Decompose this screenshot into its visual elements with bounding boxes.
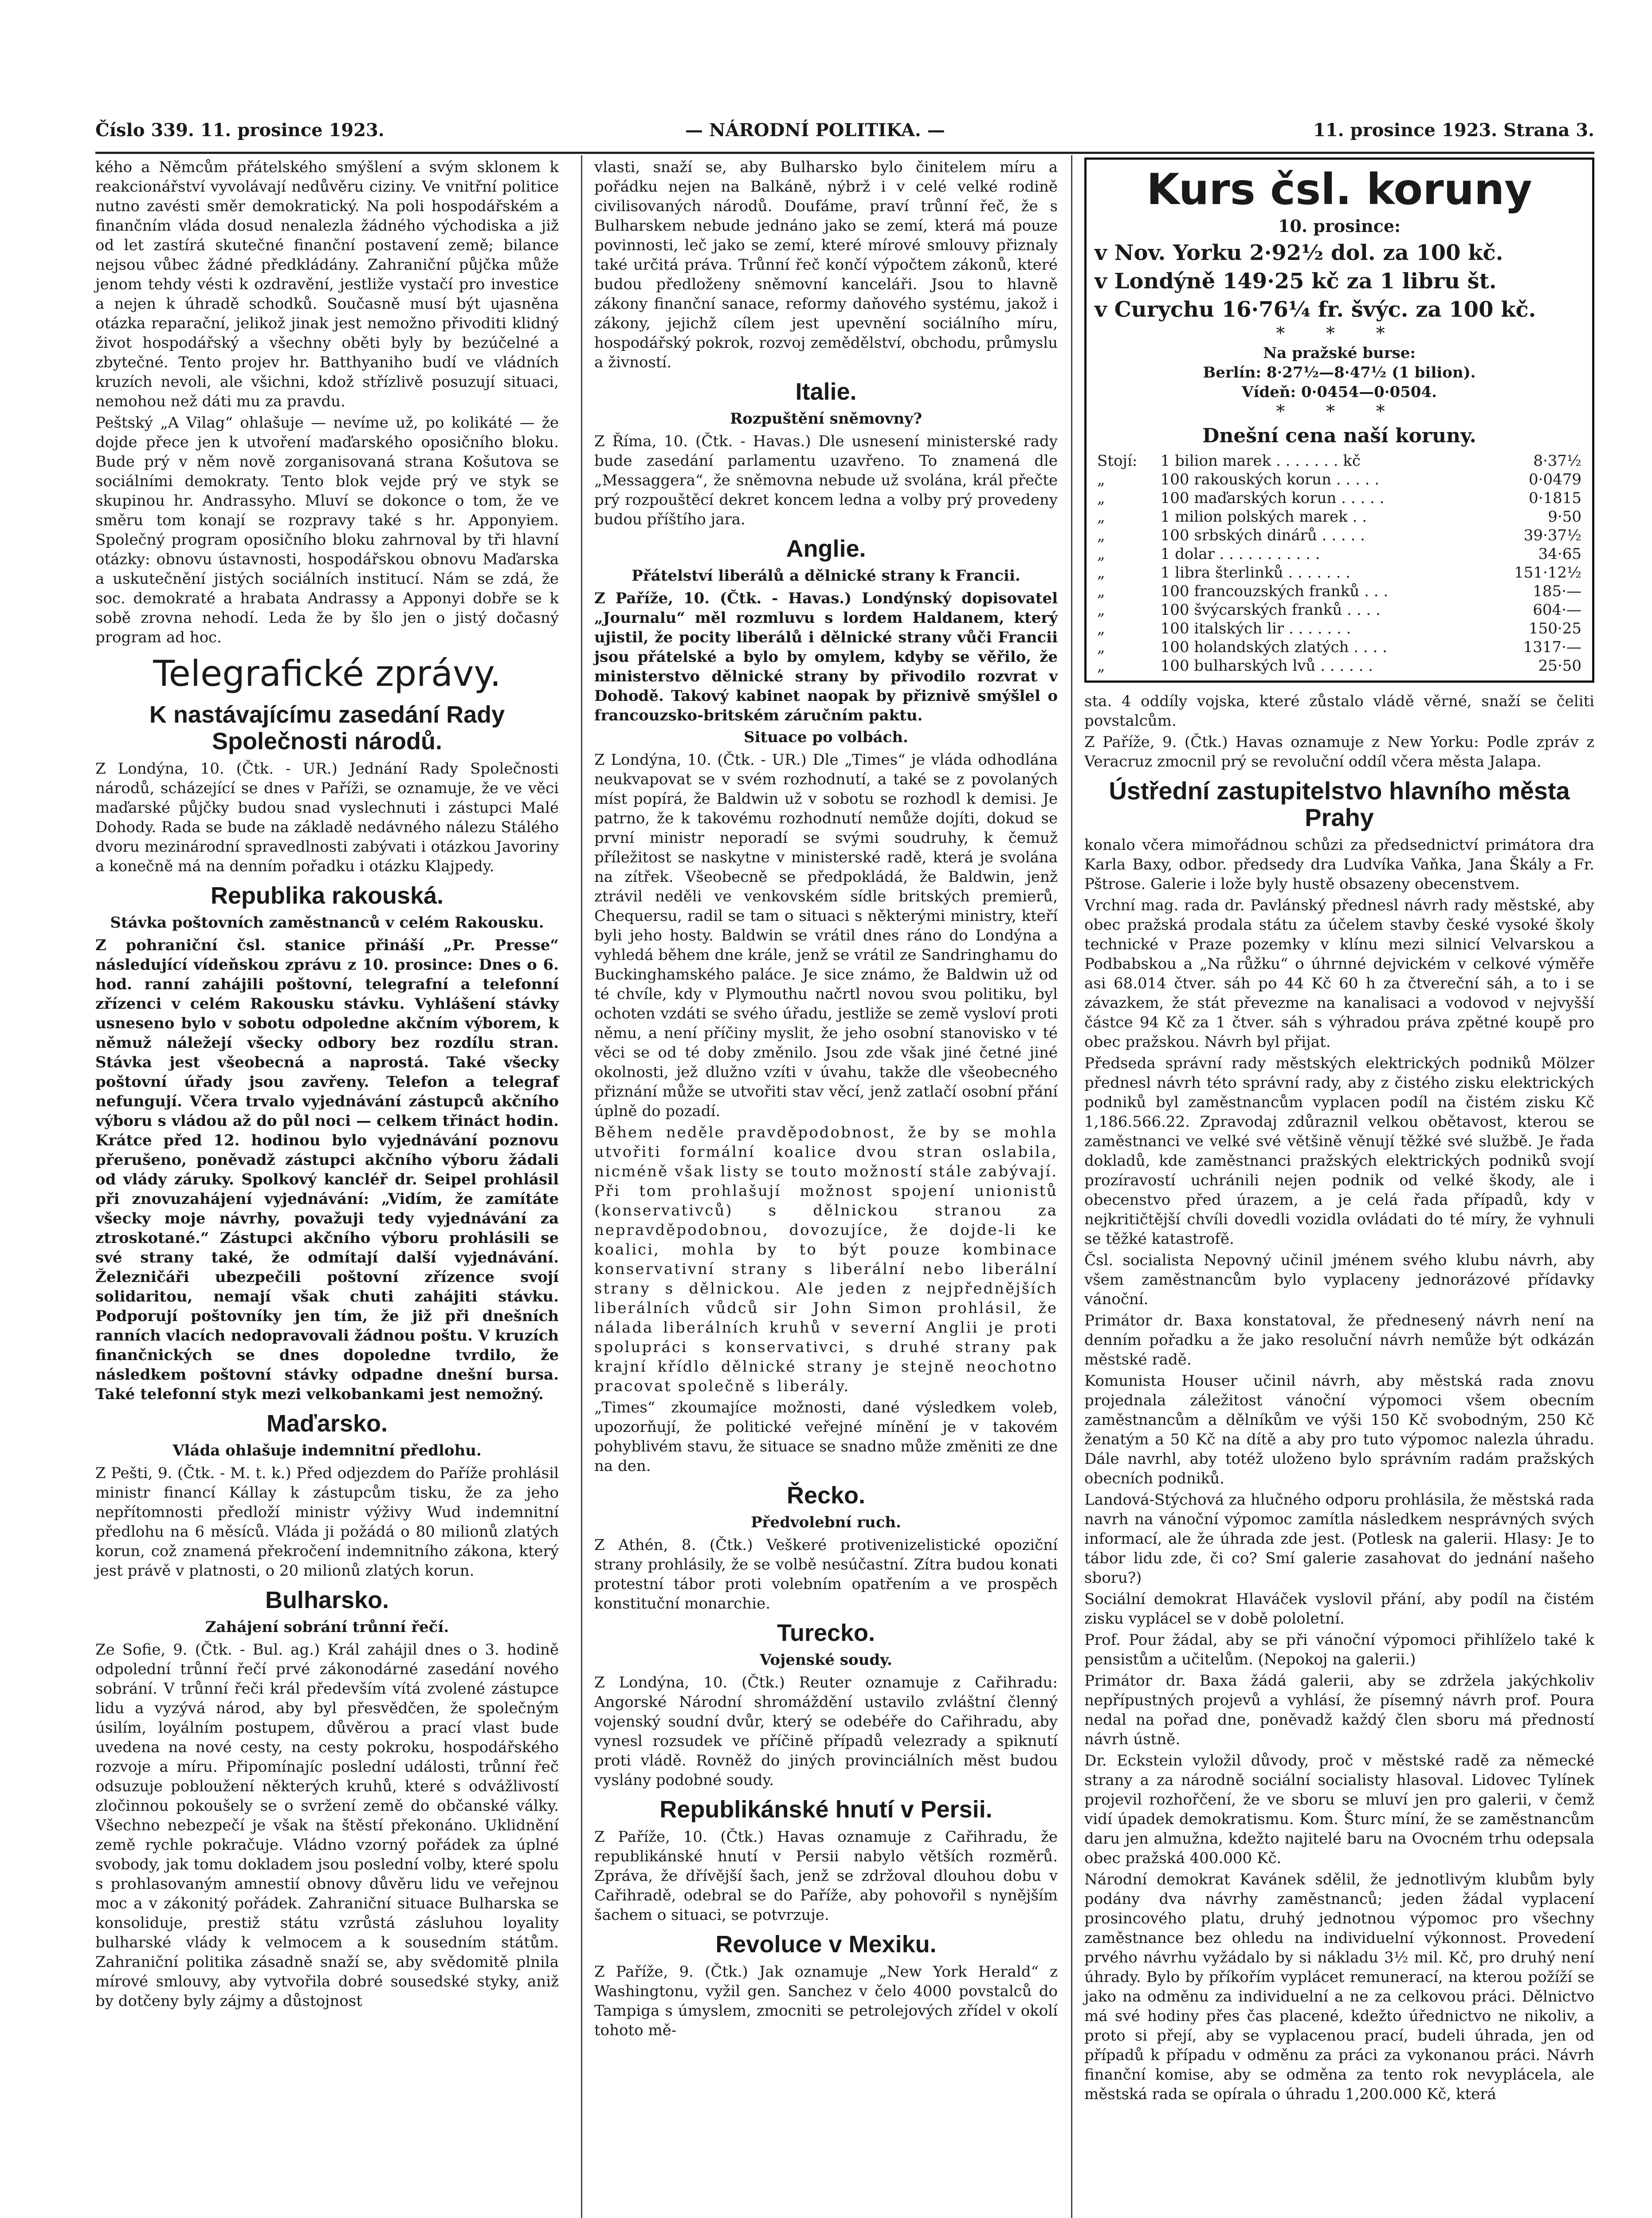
rate-currency: 100 rakouských korun . . . . .	[1160, 471, 1380, 488]
article-headline: Republika rakouská.	[210, 882, 444, 909]
rate-label: „	[1097, 564, 1105, 582]
rate-label: „	[1097, 471, 1105, 488]
rate-currency: 100 italských lir . . . . . . .	[1160, 620, 1351, 637]
rate-currency: 100 francouzských franků . . .	[1160, 582, 1389, 600]
column-2	[594, 157, 1058, 2042]
rate-row	[1095, 619, 1584, 638]
article-text: Během neděle pravděpodobnost, že by se mohla utvořiti formální koalice dvou stran oslabila, nicméně však listy se touto možností stále zabývají. Při tom prohlašují možnost spojení unionistů (konservativců) s dělnickou stranou za nepravděpodobnou, dovozujíce, že dojde-li ke koalici, mohla by to být pouze kombinace konservativní strany s liberální nebo liberální strany s dělnickou. Ale jeden z nejpřednějších liberálních vůdců sir John Simon prohlásil, že nálada liberálních kruhů v severní Anglii je proti spolupráci s konservativci, s druhé strany pak krajní křídlo dělnické strany je stejně neochotno pracovat společně s liberály.	[594, 1124, 1058, 1395]
article-subheadline: Zahájení sobrání trůnní řečí.	[205, 1618, 449, 1636]
rate-value: 151·12½	[1514, 564, 1581, 582]
article-text: Dr. Eckstein vyložil důvody, proč v městské radě za německé strany a za národně sociální socialisty hlasoval. Lidovec Tylínek projevil rozhořčení, že ve sboru se mluví jen pro galerii, v čemž vidí úpadek demokratismu. Kom. Šturc míní, že se zaměstnancům daru jen almužna, kdežto najitelé baru na Ovocném trhu odepsala obec pražská 400.000 Kč.	[1084, 1752, 1594, 1867]
rate-new-york: v Nov. Yorku 2·92½ dol. za 100 kč.	[1095, 240, 1503, 265]
rate-value: 604·—	[1533, 601, 1581, 619]
rate-value: 0·1815	[1529, 489, 1581, 507]
article-text: Z Paříže, 10. (Čtk.) Havas oznamuje z Cařihradu, že republikánské hnutí v Persii nabylo větších rozměrů. Zpráva, že dřívější šach, jenž se zdržoval dlouhou dobu v Cařihradě, odebral se do Paříže, aby pohovořil s nynějším šachem o situaci, se potvrzuje.	[594, 1828, 1058, 1924]
article-text: Landová-Stýchová za hlučného odporu prohlásila, že městská rada navrh na vánoční výpomoc zamítla následkem nesprávných svých informací, ale že úhrada zde jest. (Potlesk na galerii. Hlasy: Je to tábor lidu zde, či co? Smí galerie zasahovat do jednání našeho sboru?)	[1084, 1491, 1594, 1587]
rate-row	[1095, 601, 1584, 619]
rate-currency: 100 maďarských korun . . . . .	[1160, 489, 1385, 507]
article-text: Primátor dr. Baxa konstatoval, že přednesený návrh není na denním pořadku a že jako resoluční návrh nemůže být odkázán městské radě.	[1084, 1312, 1594, 1369]
article-text: Z Londýna, 10. (Čtk. - UR.) Dle „Times“ je vláda odhodlána neukvapovat se v svém rozhodnutí, a také se z povolaných míst popírá, že Baldwin už v sobotu se rozhodl k demisi. Je patrno, že k takovému rozhodnutí nemůže dojíti, dokud se první ministr neporadí se svými soudruhy, k čemuž příležitost se naskytne v ministerské radě, která je svolána na zítřek. Všeobecně se předpokládá, že Baldwin, jenž ztrávil neděli ve venkovském sídle britských premierů, Chequersu, radil se tam o situaci s některými ministry, kteří byli jeho hosty. Baldwin se vrátil dnes ráno do Londýna a vyhledá během dne krále, jenž se vrátil ze Sandringhamu do Buckinghamského paláce. Je sice známo, že Baldwin už od té chvíle, kdy v Plymouthu načrtl novou svou politiku, byl ochoten vzdáti se svého úřadu, jestliže se země vysloví proti němu, a není příčiny myslit, že jeho osobní stanovisko v té věci se od té doby změnilo. Jsou zde však jiné četné jiné okolnosti, jež dlužno vzíti v úvahu, takže dle všeobecného přiznání může se utvořiti stav věcí, jenž zatlačí osobní přání úplně do pozadí.	[594, 751, 1058, 1120]
column-3	[1084, 157, 1594, 2106]
article-text: Sociální demokrat Hlaváček vyslovil přání, aby podíl na čistém zisku vyplácel se v době pololetní.	[1084, 1590, 1594, 1628]
article-text: Vrchní mag. rada dr. Pavlánský přednesl návrh rady městské, aby obec pražská prodala státu za účelem stavby české vysoké školy technické v Praze pozemky v klínu mezi silnicí Velvarskou a Podbabskou a „Na růžku“ o úhrnné dejvickém v celkové výměře asi 68.014 čtver. sáh po 44 Kč 60 h za čtvereční sáh, a to i se závazkem, že stát převezme na kanalisaci a vodovod v nejvyšší částce 94 Kč za 1 čtver. sáh s výhradou práva zpětné koupě pro obec pražskou. Návrh byl přijat.	[1084, 897, 1594, 1051]
article-text: kého a Němcům přátelského smýšlení a svým sklonem k reakcionářství vyvolávají nedůvěru ciziny. Ve vnitřní politice nutno zavésti směr demokratický. Na poli hospodářském a finančním vláda dosud nenalezla žádného východiska a již od let zastírá skutečné finanční postavení země; bilance nejsou vůbec žádné předkládány. Zahraniční půjčka může jenom tehdy vésti k ozdravění, jestliže vystačí pro investice a nejen k úhradě schodků. Současně musí být ujasněna otázka reparační, jelikož jinak jest nemožno přivoditi klidný život hospodářský a všechny oběti byly by bezúčelné a zbytečné. Tento projev hr. Batthyaniho budí ve vládních kruzích nevoli, ale všichni, kdož střízlivě posuzují situaci, nemohou než dáti mu za pravdu.	[95, 158, 559, 410]
rate-row	[1095, 638, 1584, 657]
article-text: Předseda správní rady městských elektrických podniků Mölzer přednesl návrh této správní rady, aby z čistého zisku elektrických podniků byl zaměstnancům vyplacen podíl na čistém zisku Kč 1,186.566.22. Zpravodaj zdůraznil velkou obětavost, kterou se zaměstnanci ve velké své většině věnují těžké své službě. Je řada dokladů, kde zaměstnanci pražských elektrických podniků svojí prozíravostí uchránili nejen podnik od velké škody, ale i obecenstvo před úrazem, a je celá řada případů, kdy v nejkritičtější chvíli dovedli vozidla ovládati do té míry, že vyhnuli se těžké katastrofě.	[1084, 1054, 1594, 1248]
rate-row	[1095, 489, 1584, 507]
rate-currency: 100 srbských dinárů . . . . .	[1160, 527, 1365, 544]
rate-row	[1095, 507, 1584, 526]
currency-title: Kurs čsl. koruny	[1146, 165, 1532, 214]
rate-label: „	[1097, 508, 1105, 526]
article-subheadline: Stávka poštovních zaměstnanců v celém Rakousku.	[110, 914, 544, 932]
article-headline: Turecko.	[777, 1620, 875, 1646]
separator-stars: * * *	[1276, 323, 1403, 344]
rate-label: „	[1097, 545, 1105, 563]
masthead-title: — NÁRODNÍ POLITIKA. —	[685, 120, 945, 141]
article-text: „Times“ zkoumajíce možnosti, dané výsledkem voleb, upozorňují, že politické veřejné mínění je v takovém pohyblivém stavu, že situace se snadno může změniti ze dne na den.	[594, 1399, 1058, 1475]
column-1	[95, 157, 559, 2013]
rate-row	[1095, 545, 1584, 563]
rate-label: „	[1097, 620, 1105, 637]
rate-row	[1095, 452, 1584, 470]
currency-date: 10. prosince:	[1278, 216, 1401, 236]
header-rule	[95, 152, 1594, 154]
article-text: Z pohraniční čsl. stanice přináší „Pr. Presse“ následující vídeňskou zprávu z 10. prosince: Dnes o 6. hod. ranní zahájili poštovní, telegrafní a telefonní zřízenci v celém Rakousku stávku. Vyhlášení stávky usneseno bylo v sobotu odpoledne akčním výborem, k němuž náležejí všecky odbory bez rozdílu stran. Stávka jest všeobecná a naprostá. Také všecky poštovní úřady jsou zavřeny. Telefon a telegraf nefungují. Včera trvalo vyjednávání zástupců akčního výboru s vládou až do půl noci — celkem třináct hodin. Krátce před 12. hodinou bylo vyjednávání poznovu přerušeno, poněvadž zástupci akčního výboru žádali od vlády záruky. Spolkový kancléř dr. Seipel prohlásil při znovuzahájení vyjednávání: „Vidím, že zamítáte všecky moje návrhy, považuji tedy vyjednávání za ztroskotané.“ Zástupci akčního výboru prohlásili se své strany také, že odmítají další vyjednávání. Železničáři ubezpečili poštovní zřízence svojí solidaritou, nemají však chuti zahájiti stávku. Podporují poštovníky jen tím, že již při dnešních ranních vlacích nedopravovali žádnou poštu. V kruzích finančnických se dnes dopoledne tvrdilo, že následkem poštovní stávky odpadne dnešní bursa. Také telefonní styk mezi velkobankami jest nemožný.	[95, 936, 559, 1403]
masthead	[95, 120, 1594, 146]
rate-label: Stojí:	[1097, 452, 1138, 470]
rate-value: 185·—	[1533, 582, 1581, 600]
article-headline: Republikánské hnutí v Persii.	[659, 1796, 993, 1823]
article-subheadline: Vojenské soudy.	[760, 1651, 892, 1669]
rate-currency: 1 libra šterlinků . . . . . . .	[1160, 564, 1350, 582]
section-heading: Telegrafické zprávy.	[153, 653, 501, 694]
rate-currency: 100 holandských zlatých . . . .	[1160, 638, 1387, 656]
article-text: vlasti, snaží se, aby Bulharsko bylo činitelem míru a pořádku nejen na Balkáně, nýbrž i v celé velké rodině civilisovaných národů. Doufáme, praví trůnní řeč, že s Bulharskem nebude jednáno jako se zemí, která má pouze povinnosti, leč jako se zemí, které mírové smlouvy přiznaly také určitá práva. Trůnní řeč končí výpočtem zákonů, které budou předloženy sněmovní kanceláři. Jsou to hlavně zákony finanční sanace, reformy daňového systému, jakož i zákony, jejichž cílem jest upevnění sociálního míru, hospodářský pokrok, rozvoj zemědělství, obchodu, průmyslu a živností.	[594, 158, 1058, 371]
rate-row	[1095, 657, 1584, 675]
rate-value: 39·37½	[1523, 527, 1581, 544]
article-text: Primátor dr. Baxa žádá galerii, aby se zdržela jakýchkoliv nepřípustných projevů a vyhlásí, že písemný návrh prof. Poura nedal na pořad dne, poněvadž každý člen sboru má předností návrh ústně.	[1084, 1672, 1594, 1748]
rate-currency: 100 bulharských lvů . . . . . .	[1160, 657, 1373, 675]
rate-london: v Londýně 149·25 kč za 1 libru št.	[1095, 269, 1497, 294]
article-text: Z Pešti, 9. (Čtk. - M. t. k.) Před odjezdem do Paříže prohlásil ministr financí Kállay k zástupcům tisku, že za jeho nepřítomnosti předloží ministr výživy Wud indemnitní předlohu na 6 měsíců. Vláda ji požádá o 80 milionů zlatých korun, což znamená překročení indemnitního zákona, který jest právě v platnosti, o 20 milionů zlatých korun.	[95, 1464, 559, 1580]
rate-row	[1095, 563, 1584, 582]
rate-label: „	[1097, 582, 1105, 600]
crown-price-heading: Dnešní cena naší koruny.	[1202, 425, 1476, 447]
article-text: Peštský „A Vilag“ ohlašuje — nevíme už, po kolikáté — že dojde přece jen k utvoření maďarského oposičního bloku. Bude prý v něm nově zorganisovaná strana Košutova se sociálními demokraty. Tento blok vejde prý ve styk se skupinou hr. Andrassyho. Mluví se dokonce o tom, že ve směru tom konají se rozpravy také s hr. Apponyiem. Společný program oposičního bloku zahrnoval by tři hlavní otázky: obnovu ústavnosti, hospodářskou obnovu Maďarska a uskutečnění jistých sociálních institucí. Nám se zdá, že soc. demokraté a hrabata Andrassy a Apponyi dobře se k sobě zrovna nehodí. Leda že by šlo jen o jistý dočasný program ad hoc.	[95, 414, 559, 646]
rate-value: 0·0479	[1529, 471, 1581, 488]
article-headline: Ústřední zastupitelstvo hlavního města Prahy	[1109, 777, 1570, 831]
article-headline: K nastávajícímu zasedání Rady Společnosti národů.	[149, 701, 505, 755]
rate-label: „	[1097, 638, 1105, 656]
prague-bourse-label: Na pražské burse:	[1263, 344, 1416, 362]
article-headline: Italie.	[795, 378, 857, 405]
masthead-issue: Číslo 339. 11. prosince 1923.	[95, 120, 385, 141]
rate-row	[1095, 582, 1584, 601]
rate-berlin: Berlín: 8·27½—8·47½ (1 bilion).	[1203, 364, 1476, 381]
article-text: Z Paříže, 9. (Čtk.) Havas oznamuje z New Yorku: Podle zpráv z Veracruz zmocnil prý se revoluční oddíl včera města Jalapa.	[1084, 733, 1594, 771]
article-headline: Anglie.	[786, 535, 866, 562]
separator-stars: * * *	[1276, 401, 1403, 422]
rate-label: „	[1097, 527, 1105, 544]
article-text: Z Londýna, 10. (Čtk.) Reuter oznamuje z Cařihradu: Angorské Národní shromáždění ustavilo zvláštní členný vojenský soudní dvůr, který se odebéře do Cařihradu, aby vynesl rozsudek ve příčině případů velezrady a spiknutí proti vládě. Rovněž do jiných provinciálních měst budou vyslány podobné soudy.	[594, 1674, 1058, 1789]
rate-value: 8·37½	[1533, 452, 1581, 470]
masthead-page: 11. prosince 1923. Strana 3.	[1313, 120, 1594, 141]
article-text: Čsl. socialista Nepovný učinil jménem svého klubu návrh, aby všem zaměstnancům bylo vyplaceny jednorázové přídavky vánoční.	[1084, 1251, 1594, 1308]
column-divider	[1071, 155, 1072, 2218]
article-subheadline: Situace po volbách.	[744, 728, 908, 746]
rate-value: 25·50	[1538, 657, 1581, 675]
article-text: Z Paříže, 10. (Čtk. - Havas.) Londýnský dopisovatel „Journalu“ měl rozmluvu s lordem Haldanem, který ujistil, že pocity liberálů i dělnické strany vůči Francii jsou přátelské a bylo by omylem, kdyby se věřilo, že ministerstvo dělnické strany by přivodilo rozvrat v Dohodě. Takový kabinet naopak by přiznivě smýšlel o francouzsko-britském záručním paktu.	[594, 590, 1058, 724]
article-text: Komunista Houser učinil návrh, aby městská rada znovu projednala záležitost vánoční výpomoci všem obecním zaměstnancům a dělníkům ve výši 150 Kč svobodným, 250 Kč ženatým a 50 Kč na dítě a aby pro tuto výpomoc nalezla úhradu. Dále navrhl, aby totéž uloženo bylo správním radám pražských obecních podniků.	[1084, 1372, 1594, 1487]
rate-currency: 1 bilion marek . . . . . . . kč	[1160, 452, 1361, 470]
rate-zurich: v Curychu 16·76¼ fr. švýc. za 100 kč.	[1095, 297, 1536, 322]
article-text: Ze Sofie, 9. (Čtk. - Bul. ag.) Král zahájil dnes o 3. hodině odpolední trůnní řečí prvé zákonodárné zasedání nového sobrání. V trůnní řeči král především vítá zvolené zástupce lidu a vyzývá národ, aby byl přesvědčen, že společným úsilím, loyálním postupem, důvěrou a prací vlast bude uvedena na nové cesty, na cesty pokroku, hospodářského rozvoje a míru. Připomínajíc poslední události, trůnní řeč odsuzuje pobloužení některých kruhů, které s odvážlivostí zločinnou pokoušely se o svržení země do občanské války. Všechno nebezpečí je však na štěstí překonáno. Uklidnění země rychle pokračuje. Vládno vzorný pořádek za úplné svobody, jak tomu dokladem jsou poslední volby, které spolu s prohlasovaným amnestií obnovy důvěru lidu ve veřejnou moc a v zákonitý pořádek. Zahraniční situace Bulharska se konsoliduje, prestiž státu vzrůstá zásluhou loyality bulharské vlády k velmocem a k sousedním státům. Zahraniční politika zásadně snaží se, aby svědomitě plnila mírové smlouvy, aby vytvořila dobré sousedské styky, aniž by dotčeny byly zájmy a důstojnost	[95, 1641, 559, 2010]
article-headline: Bulharsko.	[265, 1587, 389, 1613]
rate-label: „	[1097, 489, 1105, 507]
rate-value: 34·65	[1538, 545, 1581, 563]
rate-currency: 1 dolar . . . . . . . . . . .	[1160, 545, 1320, 563]
rate-row	[1095, 470, 1584, 489]
currency-box	[1084, 157, 1594, 683]
rate-currency: 1 milion polských marek . .	[1160, 508, 1367, 526]
article-headline: Maďarsko.	[267, 1410, 388, 1437]
rate-label: „	[1097, 657, 1105, 675]
rate-value: 1317·—	[1523, 638, 1581, 656]
rate-vienna: Vídeň: 0·0454—0·0504.	[1242, 383, 1437, 401]
article-subheadline: Rozpuštění sněmovny?	[730, 410, 922, 428]
article-headline: Revoluce v Mexiku.	[715, 1931, 937, 1958]
column-divider	[581, 155, 582, 2218]
article-text: sta. 4 oddíly vojska, které zůstalo vládě věrné, snaží se čeliti povstalcům.	[1084, 692, 1594, 730]
article-text: Z Paříže, 9. (Čtk.) Jak oznamuje „New York Herald“ z Washingtonu, vyžil gen. Sanchez v čelo 4000 povstalců do Tampiga s úmyslem, zmocniti se petrolejových zřídel v okolí tohoto mě-	[594, 1963, 1058, 2039]
rate-value: 150·25	[1529, 620, 1581, 637]
article-text: Z Athén, 8. (Čtk.) Veškeré protivenizelistické opoziční strany prohlásily, že se volbě nesúčastní. Zítra budou konati protestní tábor proti volebním opatřením a ve prospěch konstituční monarchie.	[594, 1536, 1058, 1612]
rate-row	[1095, 526, 1584, 545]
article-headline: Řecko.	[786, 1482, 866, 1509]
article-subheadline: Vláda ohlašuje indemnitní předlohu.	[173, 1442, 482, 1459]
article-text: konalo včera mimořádnou schůzi za předsednictví primátora dra Karla Baxy, odbor. předsedy dra Ludvíka Vaňka, Jana Škály a Fr. Pštrose. Galerie i lože byly hustě obsazeny obecenstvem.	[1084, 836, 1594, 893]
rate-currency: 100 švýcarských franků . . . .	[1160, 601, 1381, 619]
article-text: Prof. Pour žádal, aby se při vánoční výpomoci přihlíželo také k pensistům a učitelům. (Nepokoj na galerii.)	[1084, 1631, 1594, 1668]
rate-value: 9·50	[1548, 508, 1581, 526]
article-text: Z Říma, 10. (Čtk. - Havas.) Dle usnesení ministerské rady bude zasedání parlamentu uzavřeno. To znamená dle „Messaggera“, že sněmovna nebude už svolána, král přečte prý rozpouštěcí dekret koncem ledna a volby prý provedeny budou příštího jara.	[594, 433, 1058, 528]
article-text: Z Londýna, 10. (Čtk. - UR.) Jednání Rady Společnosti národů, scházející se dnes v Paříži, se oznamuje, že ve věci maďarské půjčky budou snad vyslechnuti i zástupci Malé Dohody. Rada se bude na základě nedávného nálezu Stálého dvoru mezinárodní spravedlnosti zabývati i otázkou Javoriny a konečně má na denním pořadku i otázku Klajpedy.	[95, 760, 559, 875]
article-subheadline: Předvolební ruch.	[750, 1514, 901, 1531]
rate-label: „	[1097, 601, 1105, 619]
article-text: Národní demokrat Kavánek sdělil, že jednotlivým klubům byly podány dva návrhy zaměstnanců; jeden žádal vyplacení prosincového platu, druhý jednotnou výpomoc pro všechny zaměstnance bez ohledu na individuelní výkonnost. Provedení prvého návrhu vyžádalo by si nákladu 3½ mil. Kč, pro druhý není úhrady. Bylo by příkořím vyplácet remunerací, na kterou požíží se jako na odměnu za individuelní a ne za celkovou práci. Dělnictvo má své hodiny přes čas placené, kdežto úřednictvo ne nikoliv, a proto si přejí, aby se vyplacenou prací, budeli úhrada, jen od případů k případu v odměnu za práci za vykonanou práci. Návrh finanční komise, aby se odměna za tento rok nevyplácela, ale městská rada se opírala o úhradu 1,200.000 Kč, která	[1084, 1871, 1594, 2103]
rates-table	[1095, 452, 1584, 675]
article-subheadline: Přátelství liberálů a dělnické strany k Francii.	[632, 567, 1020, 585]
